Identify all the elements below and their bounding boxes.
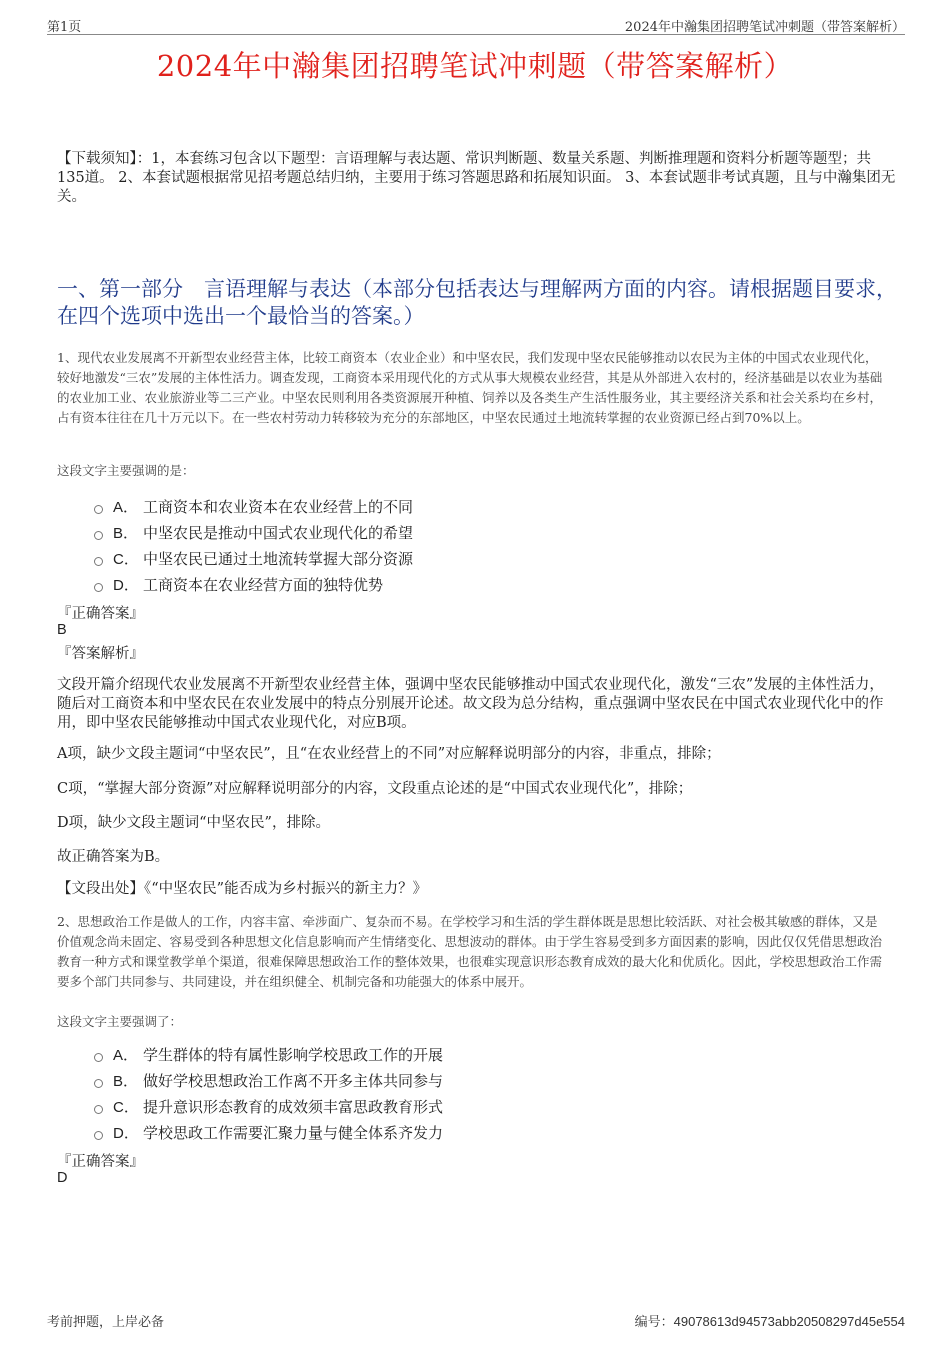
analysis-text: 文段开篇介绍现代农业发展离不开新型农业经营主体，强调中坚农民能够推动中国式农业现代化，激发“三农”发展的主体性活力，随后对工商资本和中坚农民在农业发展中的特点分别展开论述。故文段为总分结构，重点强调中坚农民在中国式农业现代化中的作用，即中坚农民能够推动中国式农业现代化，对应B项。: [57, 677, 884, 731]
radio-icon[interactable]: [94, 1079, 103, 1088]
header-doc-title: 2024年中瀚集团招聘笔试冲刺题（带答案解析）: [624, 20, 905, 35]
radio-icon[interactable]: [94, 557, 103, 566]
radio-icon[interactable]: [94, 1131, 103, 1140]
question-1-stem: 1、现代农业发展离不开新型农业经营主体，比较工商资本（农业企业）和中坚农民，我们发现中坚农民能够推动以农民为主体的中国式农业现代化，较好地激发“三农”发展的主体性活力。调查发现，工商资本采用现代化的方式从事大规模农业经营，其是从外部进入农村的，经济基础是以农业为基础的农业加工业、农业旅游业等二三产业。中坚农民则利用各类资源展开种植、饲养以及各类生产生活性服务业，其主要经济关系和社会关系均在乡村，占有资本往往在几十万元以下。在一些农村劳动力转移较为充分的东部地区，中坚农民通过土地流转掌握的农业资源已经占到70%以上。: [57, 350, 883, 425]
option-c[interactable]: C． 中坚农民已通过土地流转掌握大部分资源: [94, 545, 514, 571]
answer-label: 『正确答案』: [57, 606, 144, 622]
answer-label: 『正确答案』: [57, 1154, 144, 1170]
option-b[interactable]: B． 做好学校思想政治工作离不开多主体共同参与: [94, 1067, 514, 1093]
document-title: 2024年中瀚集团招聘笔试冲刺题（带答案解析）: [156, 49, 794, 83]
analysis-conclusion: 故正确答案为B。: [57, 849, 170, 865]
question-1-prompt: 这段文字主要强调的是：: [57, 463, 195, 478]
section-title: 一、第一部分 言语理解与表达（本部分包括表达与理解两方面的内容。请根据题目要求，在四个选项中选出一个最恰当的答案。）: [57, 277, 897, 328]
radio-icon[interactable]: [94, 1053, 103, 1062]
option-d[interactable]: D． 工商资本在农业经营方面的独特优势: [94, 571, 514, 597]
download-notice: 【下载须知】：1，本套练习包含以下题型：言语理解与表达题、常识判断题、数量关系题、判断推理题和资料分析题等题型；共135道。 2、本套试题根据常见招考题总结归纳，主要用于练习答题思路和拓展知识面。 3、本套试题非考试真题，且与中瀚集团无关。: [57, 151, 896, 205]
page-footer: [47, 1311, 905, 1330]
radio-icon[interactable]: [94, 505, 103, 514]
analysis-note-a: A项，缺少文段主题词“中坚农民”，且“在农业经营上的不同”对应解释说明部分的内容，非重点，排除；: [57, 746, 721, 762]
analysis-label: 『答案解析』: [57, 646, 144, 662]
radio-icon[interactable]: [94, 1105, 103, 1114]
analysis-note-c: C项，“掌握大部分资源”对应解释说明部分的内容，文段重点论述的是“中国式农业现代化”，排除；: [57, 781, 693, 797]
option-a[interactable]: A． 学生群体的特有属性影响学校思政工作的开展: [94, 1041, 514, 1067]
question-1-options: [94, 493, 514, 597]
question-2-stem: 2、思想政治工作是做人的工作，内容丰富、牵涉面广、复杂而不易。在学校学习和生活的学生群体既是思想比较活跃、对社会极其敏感的群体，又是价值观念尚未固定、容易受到各种思想文化信息影响而产生情绪变化、思想波动的群体。由于学生容易受到多方面因素的影响，因此仅仅凭借思想政治教育一种方式和课堂教学单个渠道，很难保障思想政治工作的整体效果，也很难实现意识形态教育成效的最大化和优质化。因此，学校思想政治工作需要多个部门共同参与、共同建设，并在组织健全、机制完备和功能强大的体系中展开。: [57, 914, 883, 989]
radio-icon[interactable]: [94, 583, 103, 592]
page-number: 第1页: [47, 20, 82, 35]
footer-slogan: 考前押题，上岸必备: [47, 1315, 165, 1330]
option-c[interactable]: C． 提升意识形态教育的成效须丰富思政教育形式: [94, 1093, 514, 1119]
option-a[interactable]: A． 工商资本和农业资本在农业经营上的不同: [94, 493, 514, 519]
page-header: [47, 14, 905, 35]
answer-value: D: [57, 1170, 68, 1186]
question-2-prompt: 这段文字主要强调了：: [57, 1014, 183, 1029]
option-b[interactable]: B． 中坚农民是推动中国式农业现代化的希望: [94, 519, 514, 545]
question-2-options: [94, 1041, 514, 1145]
radio-icon[interactable]: [94, 531, 103, 540]
analysis-note-d: D项，缺少文段主题词“中坚农民”，排除。: [57, 815, 330, 831]
footer-serial: 编号：49078613d94573abb20508297d45e554: [634, 1314, 905, 1330]
option-d[interactable]: D． 学校思政工作需要汇聚力量与健全体系齐发力: [94, 1119, 514, 1145]
text-source: 【文段出处】《“中坚农民”能否成为乡村振兴的新主力？》: [57, 881, 428, 897]
answer-value: B: [57, 622, 67, 638]
